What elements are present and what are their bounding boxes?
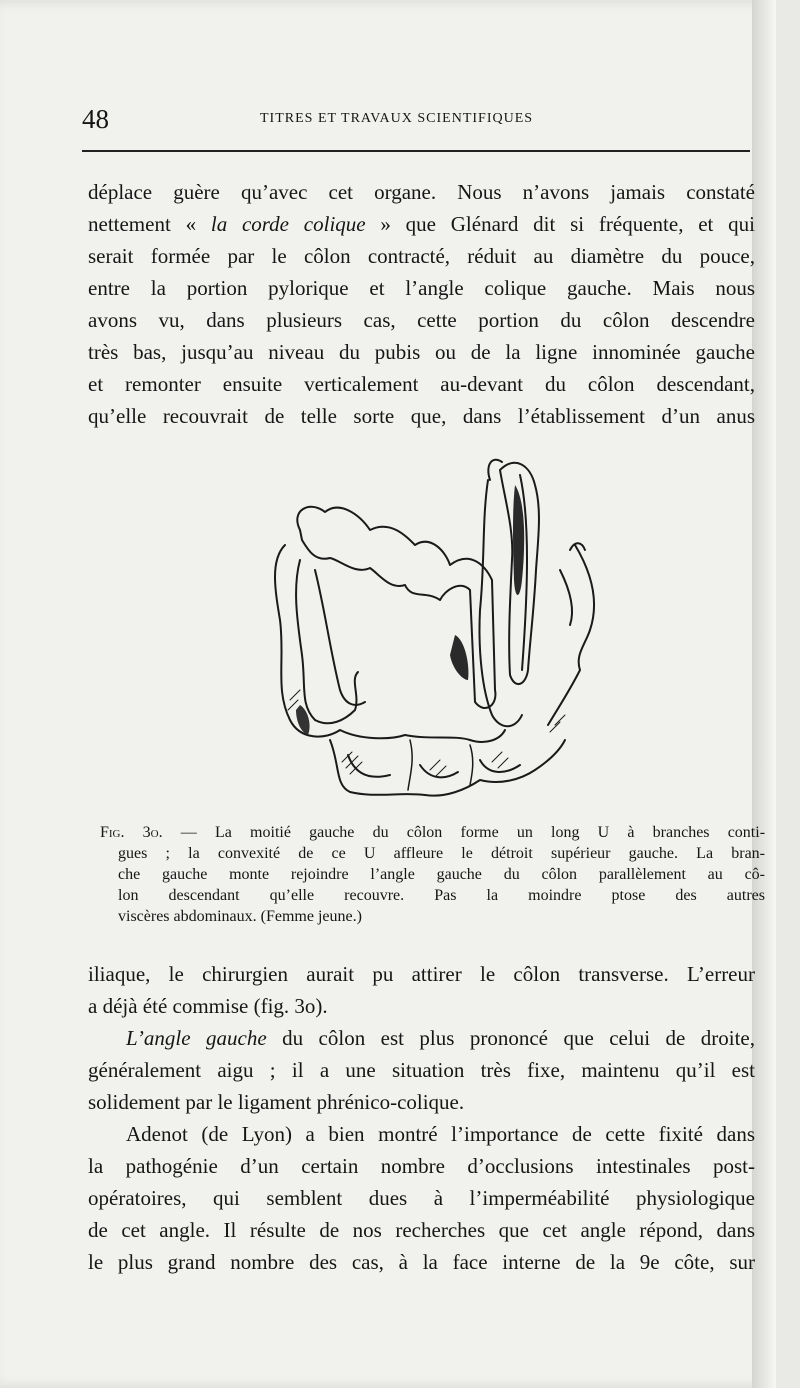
page-header <box>82 104 752 144</box>
text-line: a déjà été commise (fig. 3o). <box>88 994 328 1018</box>
top-paragraph <box>88 176 755 432</box>
caption-line: Fig. 3o. — La moitié gauche du côlon forme un long U à branches conti- <box>100 824 766 841</box>
page-number: 48 <box>82 104 109 134</box>
text-line: très bas, jusqu’au niveau du pubis ou de la ligne innominée gauche <box>88 340 755 364</box>
text-line: et remonter ensuite verticalement au-devant du côlon descendant, <box>88 372 755 396</box>
text-line: le plus grand nombre des cas, à la face interne de la 9e côte, sur <box>88 1250 755 1274</box>
bottom-text <box>88 958 755 1278</box>
hatching <box>288 690 565 776</box>
page-edge-shadow <box>752 0 776 1388</box>
text-line: nettement « la corde colique » que Glénard dit si fréquente, et qui <box>88 212 755 236</box>
text-line: L’angle gauche du côlon est plus prononcé que celui de droite, <box>126 1026 755 1050</box>
right-outer-curve <box>548 545 594 725</box>
text-line: qu’elle recouvrait de telle sorte que, dans l’établissement d’un anus <box>88 404 755 428</box>
text-line: la pathogénie d’un certain nombre d’occlusions intestinales post- <box>88 1154 755 1178</box>
text-line: serait formée par le côlon contracté, réduit au diamètre du pouce, <box>88 244 755 268</box>
text-line: entre la portion pylorique et l’angle colique gauche. Mais nous <box>88 276 755 300</box>
text-line: déplace guère qu’avec cet organe. Nous n’avons jamais constaté <box>88 180 755 204</box>
caption-line: che gauche monte rejoindre l’angle gauche du côlon parallèlement au cô- <box>118 866 765 883</box>
colon-inner-left <box>296 560 358 723</box>
text-line: opératoires, qui semblent dues à l’imperméabilité physiologique <box>88 1186 755 1210</box>
text-line: Adenot (de Lyon) a bien montré l’importance de cette fixité dans <box>126 1122 755 1146</box>
running-title: TITRES ET TRAVAUX SCIENTIFIQUES <box>260 111 534 126</box>
text-line: iliaque, le chirurgien aurait pu attirer le côlon transverse. L’erreur <box>88 962 755 986</box>
small-intestine-bottom <box>330 740 565 796</box>
caption-line: gues ; la convexité de ce U affleure le détroit supérieur gauche. La bran- <box>118 845 765 862</box>
text-line: généralement aigu ; il a une situation très fixe, maintenu qu’il est <box>88 1058 755 1082</box>
caption-line: lon descendant qu’elle recouvre. Pas la moindre ptose des autres <box>118 887 765 904</box>
text-line: solidement par le ligament phrénico-colique. <box>88 1090 465 1114</box>
figure-caption <box>100 822 765 927</box>
figure-label: Fig. 3o. — <box>100 824 197 841</box>
text-line: de cet angle. Il résulte de nos recherches que cet angle répond, dans <box>88 1218 755 1242</box>
colon-illustration <box>230 440 650 820</box>
text-line: avons vu, dans plusieurs cas, cette portion du côlon descendre <box>88 308 755 332</box>
header-rule <box>82 150 750 152</box>
caption-line: viscères abdominaux. (Femme jeune.) <box>118 908 362 925</box>
